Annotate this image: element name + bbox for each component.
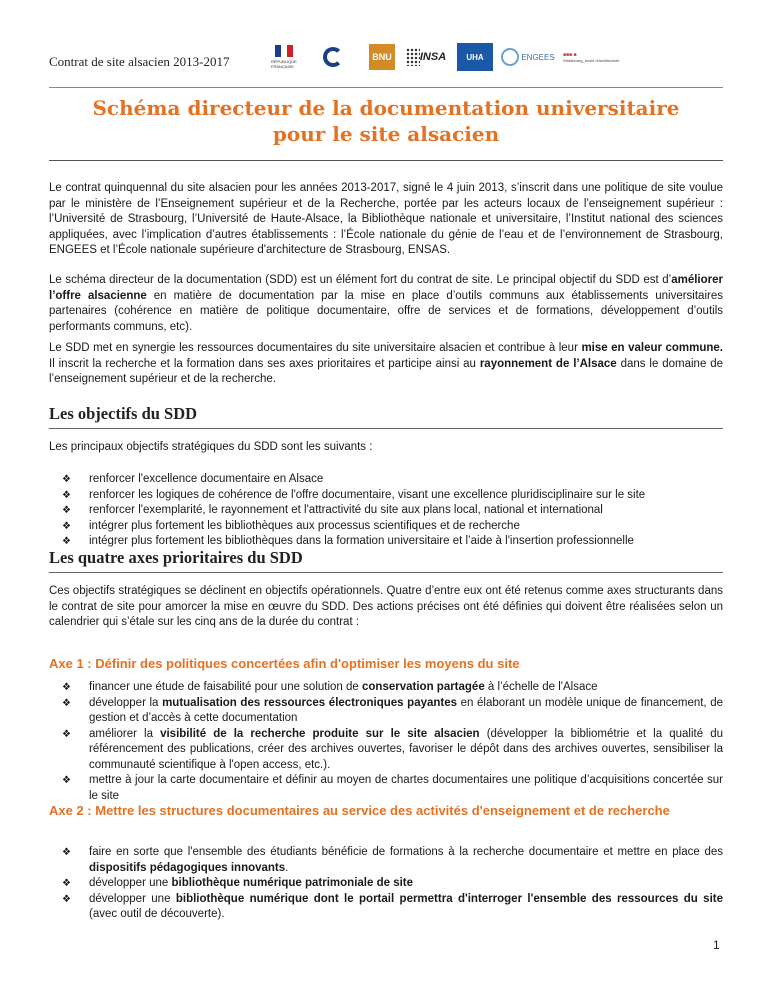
- list-item: ❖ faire en sorte que l'ensemble des étudiants bénéficie de formations à la recherche documentaire et mettre en place des dispositifs pédagogiques innovants.: [62, 846, 723, 874]
- diamond-bullet-icon: ❖: [62, 474, 71, 485]
- partner-logos: [271, 40, 629, 74]
- document-title: Schéma directeur de la documentation universitaire pour le site alsacien: [92, 96, 680, 146]
- list-item: ❖ intégrer plus fortement les bibliothèques aux processus scientifiques et de recherche: [62, 519, 723, 535]
- section-heading-axes: Les quatre axes prioritaires du SDD: [49, 548, 723, 573]
- objectifs-list: [62, 472, 723, 550]
- list-item: ❖ renforcer l'excellence documentaire en Alsace: [62, 472, 723, 488]
- list-item: ❖ mettre à jour la carte documentaire et définir au moyen de chartes documentaires une politique d’acquisitions concertée sur le site: [62, 774, 723, 802]
- intro-paragraph-2: Le schéma directeur de la documentation (SDD) est un élément fort du contrat de site. Le principal objectif du SDD est d’améliorer l’offre alsacienne en matière de documentation par la mise en place d’outils communs aux établissements universitaires partenaires (cohérence en matière de politique documentaire, offre de services et de formations, développement d’outils performants communs, etc).: [49, 274, 723, 333]
- list-item: ❖ améliorer la visibilité de la recherche produite sur le site alsacien (développer la bibliométrie et la qualité du référencement des publications, créer des archives ouvertes, favoriser le dépôt dans des archives ouvertes, sensibiliser la communauté scientifique à l'open access, etc.).: [62, 727, 723, 771]
- objectifs-lead: Les principaux objectifs stratégiques du SDD sont les suivants :: [49, 441, 373, 453]
- ensas-logo: ■■■ ■ Strasbourg_école d'architecture: [563, 51, 620, 63]
- axe-2-heading: Axe 2 : Mettre les structures documentaires au service des activités d'enseignement et de recherche: [49, 803, 670, 818]
- diamond-bullet-icon: ❖: [62, 697, 71, 709]
- page-header: [49, 40, 723, 80]
- page-number: 1: [713, 938, 720, 952]
- diamond-bullet-icon: ❖: [62, 536, 71, 547]
- header-title: Contrat de site alsacien 2013-2017: [49, 54, 230, 69]
- diamond-bullet-icon: ❖: [62, 505, 71, 516]
- diamond-bullet-icon: ❖: [62, 489, 71, 501]
- diamond-bullet-icon: ❖: [62, 847, 71, 858]
- engees-logo: ENGEES: [501, 44, 555, 70]
- axe-2-list: [62, 845, 723, 923]
- intro-paragraph-3: Le SDD met en synergie les ressources documentaires du site universitaire alsacien et contribue à leur mise en valeur commune. Il inscrit la recherche et la formation dans ses axes prioritaires et participe ainsi au rayonnement de l’Alsace dans le domaine de l’enseignement supérieur et de la recherche.: [49, 342, 724, 385]
- universite-strasbourg-logo: [305, 44, 361, 70]
- list-item: ❖ renforcer l'exemplarité, le rayonnement et l'attractivité du site aux plans local, national et international: [62, 503, 723, 519]
- header-divider: [49, 87, 723, 88]
- axe-1-heading: Axe 1 : Définir des politiques concertées afin d'optimiser les moyens du site: [49, 656, 520, 671]
- republique-francaise-logo: RÉPUBLIQUE FRANÇAISE: [271, 44, 297, 70]
- section-heading-objectifs: Les objectifs du SDD: [49, 404, 723, 429]
- diamond-bullet-icon: ❖: [62, 728, 71, 740]
- bnu-logo: BNU: [369, 44, 395, 70]
- list-item: ❖ intégrer plus fortement les bibliothèques dans la formation universitaire et l’aide à l'insertion professionnelle: [62, 534, 723, 550]
- axe-1-list: [62, 680, 723, 804]
- diamond-bullet-icon: ❖: [62, 520, 71, 532]
- axes-lead: Ces objectifs stratégiques se déclinent en objectifs opérationnels. Quatre d’entre eux ont été retenus comme axes structurants dans le contrat de site pour amorcer la mise en œuvre du SDD. Des actions précises ont été définies qui doivent être réalisées selon un calendrier qui s’étale sur les cinq ans de la durée du contrat :: [49, 585, 723, 628]
- list-item: ❖ développer une bibliothèque numérique dont le portail permettra d'interroger l'ensemble des ressources du site (avec outil de découverte).: [62, 892, 723, 920]
- uha-logo: UHA: [457, 43, 493, 71]
- title-divider: [49, 160, 723, 161]
- diamond-bullet-icon: ❖: [62, 878, 71, 889]
- list-item: ❖ renforcer les logiques de cohérence de l'offre documentaire, visant une excellence pluridisciplinaire sur le site: [62, 488, 723, 504]
- list-item: ❖ développer la mutualisation des ressources électroniques payantes en élaborant un modèle unique de financement, de gestion et d’accès à cette documentation: [62, 696, 724, 724]
- insa-logo: INSA: [403, 44, 449, 70]
- list-item: ❖ développer une bibliothèque numérique patrimoniale de site: [62, 876, 723, 892]
- diamond-bullet-icon: ❖: [62, 682, 71, 693]
- diamond-bullet-icon: ❖: [62, 893, 71, 905]
- diamond-bullet-icon: ❖: [62, 775, 71, 786]
- intro-paragraph-1: Le contrat quinquennal du site alsacien pour les années 2013-2017, signé le 4 juin 2013, s’inscrit dans une politique de site voulue par le ministère de l’Enseignement supérieur et de la Recherche, portée par les acteurs locaux de l’enseignement supérieur : l’Université de Strasbourg, l’Université de Haute-Alsace, la Bibliothèque nationale et universitaire, l’Institut national des sciences appliquées, avec l’implication d’autres établissements : l’École nationale du génie de l’eau et de l’environnement de Strasbourg, ENGEES et l’École nationale supérieure d'architecture de Strasbourg, ENSAS.: [49, 182, 723, 256]
- list-item: ❖ financer une étude de faisabilité pour une solution de conservation partagée à l’échelle de l'Alsace: [62, 680, 723, 696]
